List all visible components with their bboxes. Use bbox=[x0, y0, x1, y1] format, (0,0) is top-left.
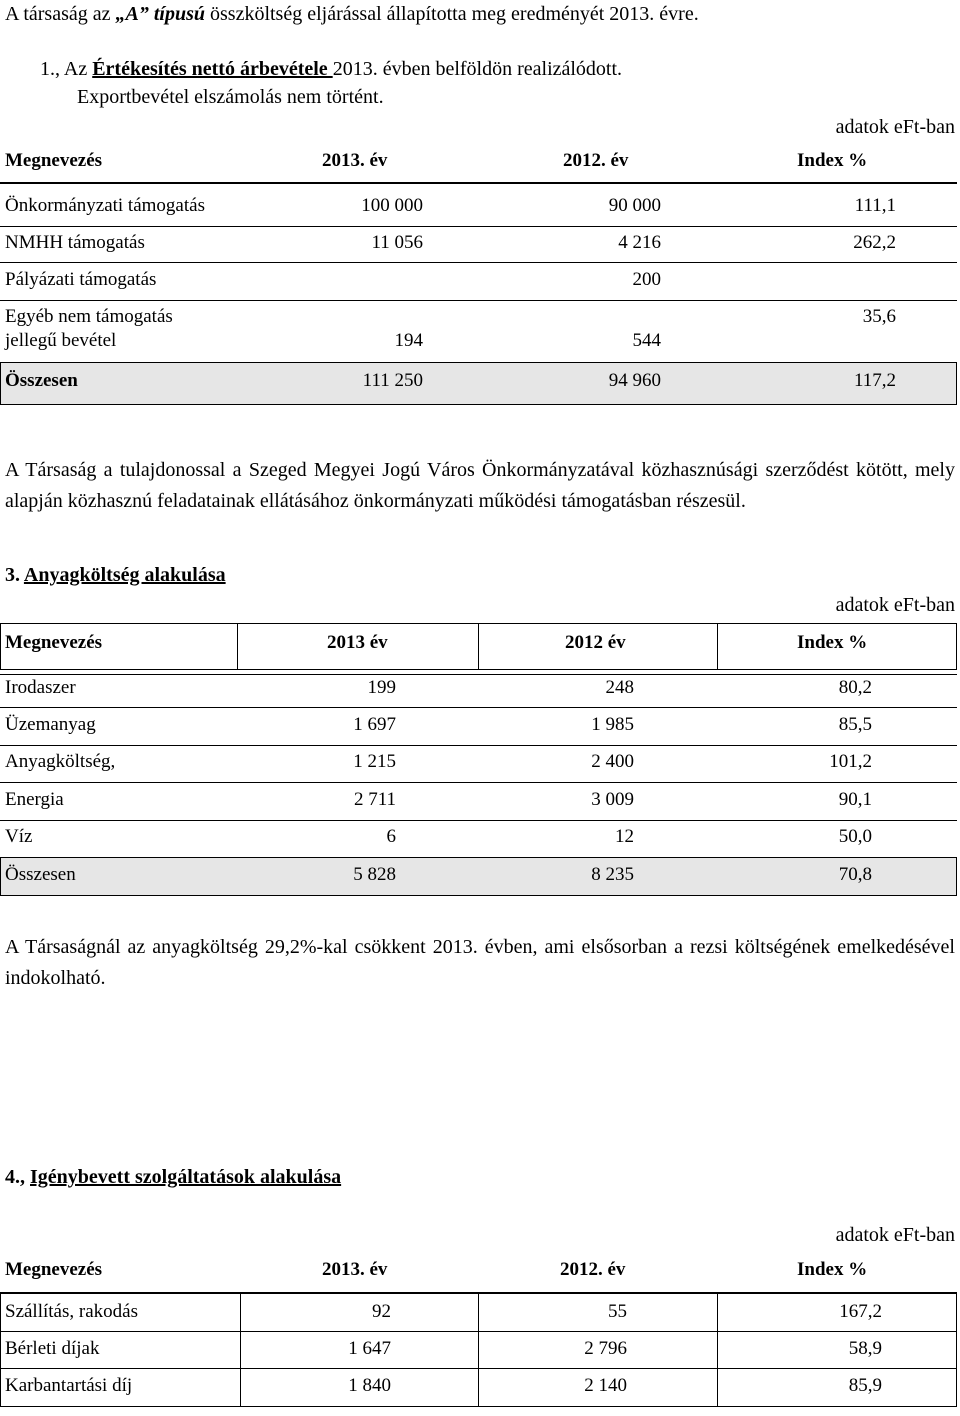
row-value-2013: 2 711 bbox=[353, 789, 396, 810]
row-value-2013: 100 000 bbox=[361, 195, 423, 216]
row-index: 262,2 bbox=[853, 232, 896, 253]
table3-header-2013: 2013. év bbox=[322, 1259, 388, 1280]
table1-header-name: Megnevezés bbox=[5, 150, 103, 171]
row-name: Egyéb nem támogatás bbox=[5, 306, 173, 327]
row-name: NMHH támogatás bbox=[5, 232, 145, 253]
section1-number: 1., Az bbox=[40, 58, 93, 80]
row-index: 85,9 bbox=[848, 1375, 882, 1396]
table1-header-2013: 2013. év bbox=[322, 150, 388, 171]
row-index: 101,2 bbox=[829, 751, 872, 772]
row-value-2013: 199 bbox=[367, 677, 396, 698]
row-value-2012: 248 bbox=[605, 677, 634, 698]
section4-heading bbox=[5, 1166, 341, 1189]
row-index: 90,1 bbox=[838, 789, 872, 810]
table2-header-index: Index % bbox=[797, 632, 868, 653]
row-name: Szállítás, rakodás bbox=[5, 1301, 138, 1322]
row-name: Karbantartási díj bbox=[5, 1375, 133, 1396]
total-index: 70,8 bbox=[838, 864, 872, 885]
row-name: Üzemanyag bbox=[5, 714, 96, 735]
cell-border bbox=[478, 623, 479, 669]
row-name: Energia bbox=[5, 789, 64, 810]
total-2013: 111 250 bbox=[362, 370, 423, 391]
row-value-2012: 55 bbox=[608, 1301, 627, 1322]
table3-header-2012: 2012. év bbox=[560, 1259, 626, 1280]
row-divider bbox=[0, 1406, 957, 1407]
total-label: Összesen bbox=[5, 864, 76, 885]
cell-border bbox=[956, 1293, 957, 1406]
paragraph-material-cost: A Társaságnál az anyagköltség 29,2%-kal csökkent 2013. évben, ami elsősorban a rezsi költségének emelkedésével indokolható. bbox=[5, 936, 955, 989]
total-row-shading bbox=[1, 362, 956, 404]
row-divider bbox=[0, 820, 957, 821]
row-value-2012: 3 009 bbox=[591, 789, 634, 810]
row-name: Bérleti díjak bbox=[5, 1338, 100, 1359]
row-index: 35,6 bbox=[862, 306, 896, 327]
row-value-2012: 12 bbox=[615, 826, 634, 847]
row-divider bbox=[0, 745, 957, 746]
row-divider bbox=[0, 1368, 957, 1369]
row-value-2012: 1 985 bbox=[591, 714, 634, 735]
row-divider bbox=[0, 857, 957, 858]
row-divider bbox=[0, 226, 957, 227]
section1-note: Exportbevétel elszámolás nem történt. bbox=[77, 86, 384, 108]
cell-border bbox=[237, 623, 238, 669]
section3-number: 3. bbox=[5, 564, 24, 586]
row-name: Irodaszer bbox=[5, 677, 76, 698]
row-divider bbox=[0, 1331, 957, 1332]
row-index: 58,9 bbox=[848, 1338, 882, 1359]
section1-text: 2013. évben belföldön realizálódott. bbox=[332, 58, 623, 80]
intro-text: A társaság az bbox=[5, 3, 116, 25]
section1-heading bbox=[40, 58, 622, 81]
row-value-2012: 544 bbox=[632, 330, 661, 351]
row-value-2013: 11 056 bbox=[371, 232, 423, 253]
row-value-2013: 1 697 bbox=[353, 714, 396, 735]
row-value-2012: 2 400 bbox=[591, 751, 634, 772]
row-name: Pályázati támogatás bbox=[5, 269, 157, 290]
table1-header-2012: 2012. év bbox=[563, 150, 629, 171]
section3-heading bbox=[5, 564, 226, 587]
row-divider bbox=[0, 404, 957, 405]
row-divider bbox=[0, 300, 957, 301]
cell-border bbox=[717, 623, 718, 669]
cell-border bbox=[717, 1293, 718, 1406]
total-label: Összesen bbox=[5, 370, 78, 391]
row-value-2012: 90 000 bbox=[608, 195, 661, 216]
table2-header-2012: 2012 év bbox=[565, 632, 626, 653]
total-2013: 5 828 bbox=[353, 864, 396, 885]
row-name-continued: jellegű bevétel bbox=[5, 330, 117, 351]
row-divider bbox=[0, 674, 957, 675]
total-2012: 8 235 bbox=[591, 864, 634, 885]
cell-border bbox=[956, 857, 957, 895]
total-2012: 94 960 bbox=[608, 370, 661, 391]
row-index: 85,5 bbox=[838, 714, 872, 735]
cell-border bbox=[0, 857, 1, 895]
row-value-2013: 194 bbox=[394, 330, 423, 351]
section1-title: Értékesítés nettó árbevétele bbox=[92, 58, 333, 80]
row-divider bbox=[0, 707, 957, 708]
row-value-2012: 200 bbox=[632, 269, 661, 290]
row-value-2013: 92 bbox=[372, 1301, 391, 1322]
row-divider bbox=[0, 362, 957, 363]
table3-header-index: Index % bbox=[797, 1259, 868, 1280]
section4-title: Igénybevett szolgáltatások alakulása bbox=[30, 1166, 342, 1188]
row-divider bbox=[0, 782, 957, 783]
cell-border bbox=[478, 1293, 479, 1406]
table3-header-name: Megnevezés bbox=[5, 1259, 103, 1280]
row-value-2013: 1 647 bbox=[348, 1338, 391, 1359]
row-value-2012: 2 140 bbox=[584, 1375, 627, 1396]
cell-border bbox=[0, 623, 1, 669]
row-index: 50,0 bbox=[838, 826, 872, 847]
intro-text-end: összköltség eljárással állapította meg eredményét 2013. évre. bbox=[205, 3, 699, 25]
table2-header-name: Megnevezés bbox=[5, 632, 103, 653]
row-value-2013: 1 840 bbox=[348, 1375, 391, 1396]
table2-header-bottom bbox=[0, 669, 957, 670]
row-index: 80,2 bbox=[838, 677, 872, 698]
cell-border bbox=[0, 362, 1, 404]
row-index: 167,2 bbox=[839, 1301, 882, 1322]
row-divider bbox=[0, 262, 957, 263]
row-index: 111,1 bbox=[854, 195, 896, 216]
row-name: Víz bbox=[5, 826, 33, 847]
row-name: Önkormányzati támogatás bbox=[5, 195, 205, 216]
intro-line bbox=[5, 3, 699, 26]
cell-border bbox=[956, 623, 957, 669]
row-divider bbox=[0, 895, 957, 896]
row-value-2013: 6 bbox=[386, 826, 396, 847]
row-name: Anyagköltség, bbox=[5, 751, 116, 772]
row-value-2012: 2 796 bbox=[584, 1338, 627, 1359]
paragraph-support: A Társaság a tulajdonossal a Szeged Megyei Jogú Város Önkormányzatával közhasznúsági szerződést kötött, mely alapján közhasznú feladatainak ellátásához önkormányzati működési támogatásban részesül. bbox=[5, 459, 955, 512]
cell-border bbox=[956, 362, 957, 404]
table2-unit: adatok eFt-ban bbox=[835, 594, 955, 616]
table1-unit: adatok eFt-ban bbox=[835, 116, 955, 138]
row-value-2012: 4 216 bbox=[618, 232, 661, 253]
total-index: 117,2 bbox=[853, 370, 896, 391]
table1-header-rule bbox=[0, 182, 957, 184]
table2-header-2013: 2013 év bbox=[327, 632, 388, 653]
section4-number: 4., bbox=[5, 1166, 25, 1188]
table3-unit: adatok eFt-ban bbox=[835, 1224, 955, 1246]
row-value-2013: 1 215 bbox=[353, 751, 396, 772]
cell-border bbox=[240, 1293, 241, 1406]
intro-type-label: „A” típusú bbox=[115, 3, 205, 25]
total-row-shading bbox=[1, 857, 956, 895]
cell-border bbox=[0, 1293, 1, 1406]
table1-header-index: Index % bbox=[797, 150, 868, 171]
section3-title: Anyagköltség alakulása bbox=[23, 564, 226, 586]
